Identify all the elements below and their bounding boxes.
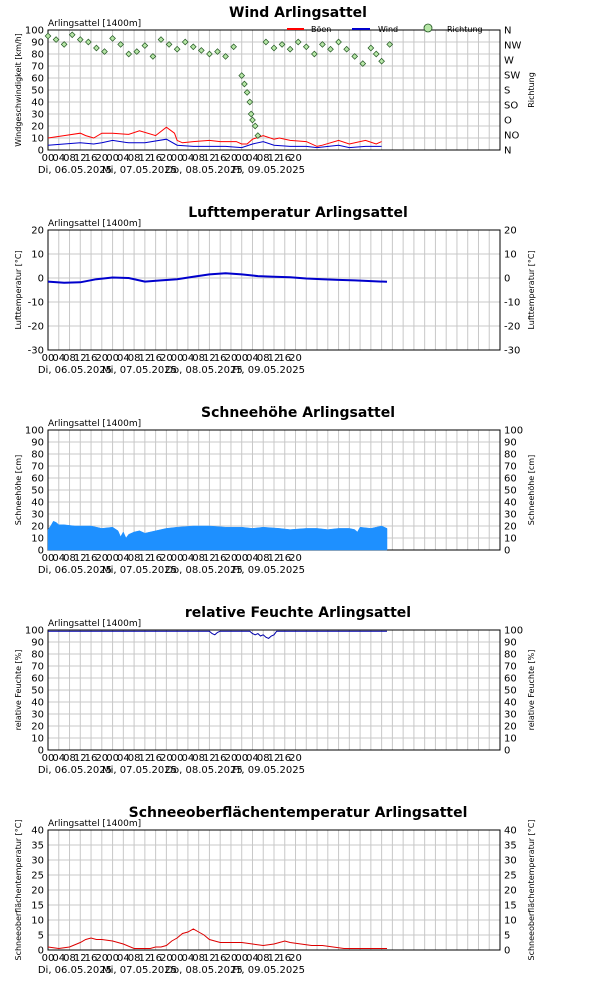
x-tick-label: 12 (138, 153, 152, 164)
x-tick-label: 00 (170, 353, 184, 364)
x-tick-label: 16 (213, 553, 227, 564)
x-tick-label: 16 (149, 953, 162, 964)
chart-surface (14, 805, 536, 976)
direction-point (110, 36, 116, 42)
x-day-label: Di, 06.05.2025 (37, 365, 112, 376)
x-tick-label: 20 (289, 953, 302, 964)
series-humidity-line (48, 631, 387, 638)
y-tick-label: 60 (31, 473, 44, 485)
legend-label-direction: Richtung (447, 25, 483, 34)
legend-label-wind: Wind (378, 25, 399, 34)
y-tick-label: 50 (31, 85, 44, 97)
x-tick-label: 08 (256, 753, 270, 764)
y-tick-label-right: 50 (504, 485, 517, 497)
y-tick-label-right: 0 (504, 745, 511, 757)
direction-point (344, 46, 350, 52)
y-axis-title: Lufttemperatur [°C] (14, 250, 23, 330)
y-tick-label-right: 80 (504, 449, 517, 461)
x-tick-label: 12 (203, 753, 216, 764)
y-tick-label-right: O (504, 115, 512, 127)
chart-title: Wind Arlingsattel (229, 5, 367, 21)
direction-point (373, 51, 379, 57)
y-tick-label: 90 (31, 37, 44, 49)
y-tick-label-right: 20 (504, 721, 517, 733)
y-tick-label: 0 (37, 145, 44, 157)
y-tick-label: 15 (31, 900, 44, 912)
x-tick-label: 12 (203, 953, 216, 964)
y-tick-label: 40 (31, 97, 44, 109)
direction-point (94, 45, 100, 51)
y-tick-label-right: 40 (504, 825, 517, 837)
x-tick-label: 04 (246, 553, 259, 564)
y-tick-label-right: 25 (504, 870, 517, 882)
x-tick-label: 20 (160, 753, 173, 764)
x-tick-label: 04 (52, 353, 66, 364)
x-tick-label: 20 (160, 953, 173, 964)
y-tick-label: 90 (31, 637, 44, 649)
y-tick-label: 0 (37, 273, 44, 285)
y-axis-title-right: relative Feuchte [%] (527, 649, 536, 731)
x-tick-label: 08 (256, 553, 270, 564)
x-day-label: Fr, 09.05.2025 (232, 965, 305, 976)
direction-point (126, 51, 132, 57)
x-tick-label: 04 (52, 553, 66, 564)
y-tick-label-right: 5 (504, 930, 511, 942)
y-axis-title: Windgeschwindigkeit [km/h] (14, 33, 23, 147)
direction-point (312, 51, 318, 57)
y-tick-label-right: 80 (504, 649, 517, 661)
x-day-label: Fr, 09.05.2025 (232, 765, 305, 776)
x-tick-label: 20 (95, 353, 109, 364)
y-tick-label-right: 0 (504, 545, 511, 557)
x-tick-label: 00 (41, 153, 55, 164)
direction-point (142, 43, 148, 49)
x-day-label: Fr, 09.05.2025 (232, 165, 305, 176)
y-tick-label-right: 20 (504, 521, 517, 533)
x-day-label: Di, 06.05.2025 (37, 765, 112, 776)
chart-snow (14, 405, 536, 576)
x-tick-label: 12 (73, 953, 87, 964)
x-tick-label: 00 (106, 553, 119, 564)
y-tick-label: 50 (31, 485, 44, 497)
y-tick-label: 100 (24, 625, 44, 637)
station-label: Arlingsattel [1400m] (48, 819, 142, 829)
x-tick-label: 20 (95, 753, 109, 764)
x-tick-label: 00 (106, 953, 119, 964)
x-day-label: Mi, 07.05.2025 (101, 365, 177, 376)
x-tick-label: 00 (106, 153, 119, 164)
x-tick-label: 08 (192, 753, 206, 764)
x-tick-label: 00 (170, 553, 184, 564)
y-tick-label: 70 (31, 61, 44, 73)
chart-title: Lufttemperatur Arlingsattel (188, 205, 408, 221)
x-day-label: Mi, 07.05.2025 (101, 965, 177, 976)
y-tick-label-right: 0 (504, 273, 511, 285)
y-tick-label-right: 40 (504, 497, 517, 509)
y-tick-label-right: 60 (504, 473, 517, 485)
y-tick-label: 35 (31, 840, 44, 852)
x-tick-label: 00 (41, 953, 55, 964)
x-tick-label: 20 (289, 553, 302, 564)
x-tick-label: 00 (106, 353, 119, 364)
x-tick-label: 04 (181, 953, 195, 964)
x-tick-label: 12 (267, 153, 281, 164)
direction-point (287, 46, 293, 52)
x-tick-label: 00 (170, 153, 184, 164)
y-tick-label-right: 60 (504, 673, 517, 685)
y-tick-label-right: N (504, 25, 512, 37)
y-tick-label-right: -30 (504, 345, 521, 357)
x-day-label: Di, 06.05.2025 (37, 965, 112, 976)
direction-point (263, 39, 269, 45)
x-tick-label: 08 (127, 753, 141, 764)
direction-point (250, 117, 256, 123)
direction-point (295, 39, 301, 45)
x-tick-label: 08 (63, 953, 76, 964)
x-tick-label: 16 (213, 153, 227, 164)
x-tick-label: 08 (63, 753, 76, 764)
y-tick-label-right: 10 (504, 733, 517, 745)
y-tick-label: 80 (31, 449, 44, 461)
y-tick-label-right: 10 (504, 915, 517, 927)
x-day-label: Fr, 09.05.2025 (232, 365, 305, 376)
y-tick-label-right: S (504, 85, 511, 97)
y-tick-label-right: NO (504, 130, 520, 142)
chart-title: Schneehöhe Arlingsattel (200, 405, 396, 421)
x-day-label: Do, 08.05.2025 (165, 965, 243, 976)
x-tick-label: 04 (181, 753, 195, 764)
y-tick-label-right: 20 (504, 885, 517, 897)
y-tick-label: 20 (31, 521, 44, 533)
y-tick-label-right: -20 (504, 321, 521, 333)
x-tick-label: 04 (116, 353, 130, 364)
x-tick-label: 16 (84, 553, 98, 564)
y-tick-label: 40 (31, 697, 44, 709)
y-tick-label-right: 30 (504, 709, 517, 721)
y-tick-label-right: SO (504, 100, 519, 112)
y-tick-label: 60 (31, 673, 44, 685)
x-tick-label: 12 (203, 153, 216, 164)
direction-point (174, 46, 180, 52)
y-tick-label-right: 90 (504, 437, 517, 449)
y-tick-label: 70 (31, 661, 44, 673)
x-day-label: Mi, 07.05.2025 (101, 165, 177, 176)
y-tick-label-right: 40 (504, 697, 517, 709)
y-tick-label: 40 (31, 825, 44, 837)
y-tick-label: 30 (31, 109, 44, 121)
y-tick-label: 20 (31, 225, 44, 237)
y-tick-label-right: 10 (504, 533, 517, 545)
direction-point (207, 51, 213, 57)
x-tick-label: 04 (246, 953, 259, 964)
x-tick-label: 12 (267, 353, 281, 364)
x-tick-label: 04 (181, 153, 195, 164)
x-tick-label: 08 (63, 353, 76, 364)
x-tick-label: 20 (289, 353, 302, 364)
x-tick-label: 20 (95, 553, 109, 564)
direction-point (86, 39, 92, 45)
x-day-label: Mi, 07.05.2025 (101, 765, 177, 776)
x-tick-label: 20 (224, 153, 238, 164)
x-tick-label: 08 (63, 153, 76, 164)
y-tick-label: 20 (31, 885, 44, 897)
x-tick-label: 08 (127, 153, 141, 164)
x-tick-label: 00 (170, 753, 184, 764)
y-tick-label-right: 15 (504, 900, 517, 912)
x-tick-label: 12 (138, 753, 152, 764)
x-tick-label: 16 (84, 953, 98, 964)
x-tick-label: 20 (289, 753, 302, 764)
x-tick-label: 04 (246, 753, 259, 764)
x-tick-label: 16 (149, 153, 162, 164)
x-tick-label: 00 (235, 353, 249, 364)
y-tick-label: 0 (37, 945, 44, 957)
x-tick-label: 20 (224, 753, 238, 764)
x-tick-label: 00 (41, 353, 55, 364)
y-axis-title: Schneehöhe [cm] (14, 454, 23, 526)
x-tick-label: 16 (278, 353, 292, 364)
x-tick-label: 08 (127, 953, 141, 964)
y-tick-label-right: N (504, 145, 512, 157)
direction-point (199, 48, 205, 54)
y-tick-label: 90 (31, 437, 44, 449)
y-tick-label: -10 (27, 297, 44, 309)
x-day-label: Do, 08.05.2025 (165, 365, 243, 376)
x-tick-label: 16 (278, 953, 292, 964)
x-tick-label: 20 (95, 153, 109, 164)
y-tick-label: 30 (31, 855, 44, 867)
x-tick-label: 08 (192, 353, 206, 364)
y-tick-label-right: 30 (504, 509, 517, 521)
direction-point (190, 44, 196, 50)
y-axis-title-right: Schneehöhe [cm] (527, 454, 536, 526)
y-tick-label: 20 (31, 721, 44, 733)
y-tick-label: 60 (31, 73, 44, 85)
chart-temp (14, 205, 536, 376)
y-tick-label-right: 30 (504, 855, 517, 867)
y-tick-label-right: 90 (504, 637, 517, 649)
x-tick-label: 08 (127, 553, 141, 564)
y-tick-label-right: 0 (504, 945, 511, 957)
direction-point (379, 58, 385, 64)
x-tick-label: 12 (203, 553, 216, 564)
x-tick-label: 00 (235, 953, 249, 964)
x-tick-label: 08 (192, 153, 206, 164)
x-tick-label: 04 (246, 353, 259, 364)
x-tick-label: 20 (95, 953, 109, 964)
x-day-label: Do, 08.05.2025 (165, 165, 243, 176)
y-tick-label: 10 (31, 733, 44, 745)
y-tick-label: 30 (31, 509, 44, 521)
station-label: Arlingsattel [1400m] (48, 619, 142, 629)
station-label: Arlingsattel [1400m] (48, 219, 142, 229)
x-tick-label: 04 (52, 753, 66, 764)
x-tick-label: 16 (149, 753, 162, 764)
x-tick-label: 04 (181, 553, 195, 564)
x-day-label: Di, 06.05.2025 (37, 565, 112, 576)
x-tick-label: 12 (138, 553, 152, 564)
x-tick-label: 16 (149, 553, 162, 564)
x-day-label: Fr, 09.05.2025 (232, 565, 305, 576)
x-day-label: Di, 06.05.2025 (37, 165, 112, 176)
x-tick-label: 16 (84, 353, 98, 364)
x-tick-label: 20 (160, 353, 173, 364)
x-tick-label: 08 (256, 153, 270, 164)
y-axis-title-right: Lufttemperatur [°C] (527, 250, 536, 330)
x-day-label: Do, 08.05.2025 (165, 765, 243, 776)
y-tick-label-right: -10 (504, 297, 521, 309)
y-tick-label: 0 (37, 545, 44, 557)
direction-point (303, 44, 309, 50)
x-tick-label: 12 (138, 353, 152, 364)
station-label: Arlingsattel [1400m] (48, 419, 142, 429)
x-tick-label: 20 (289, 153, 302, 164)
y-tick-label-right: 10 (504, 249, 517, 261)
x-tick-label: 04 (116, 753, 130, 764)
y-tick-label: 70 (31, 461, 44, 473)
x-tick-label: 16 (213, 353, 227, 364)
y-tick-label: 10 (31, 915, 44, 927)
x-tick-label: 16 (278, 753, 292, 764)
legend-label-gusts: Böen (311, 25, 332, 34)
x-tick-label: 12 (73, 553, 87, 564)
x-tick-label: 12 (73, 753, 87, 764)
y-axis-title: relative Feuchte [%] (14, 649, 23, 731)
x-tick-label: 00 (106, 753, 119, 764)
legend-swatch-direction (424, 24, 432, 32)
y-tick-label-right: NW (504, 40, 522, 52)
x-tick-label: 08 (256, 953, 270, 964)
y-tick-label: 5 (37, 930, 44, 942)
y-tick-label: 25 (31, 870, 44, 882)
y-tick-label-right: 70 (504, 661, 517, 673)
x-tick-label: 08 (192, 953, 206, 964)
x-tick-label: 20 (224, 553, 238, 564)
x-tick-label: 16 (149, 353, 162, 364)
x-tick-label: 12 (138, 953, 152, 964)
y-tick-label: 0 (37, 745, 44, 757)
x-tick-label: 12 (73, 353, 87, 364)
y-tick-label: 30 (31, 709, 44, 721)
x-tick-label: 04 (181, 353, 195, 364)
x-tick-label: 00 (41, 553, 55, 564)
station-label: Arlingsattel [1400m] (48, 19, 142, 29)
y-tick-label-right: 100 (504, 625, 524, 637)
x-tick-label: 04 (116, 953, 130, 964)
y-tick-label: 50 (31, 685, 44, 697)
x-tick-label: 04 (246, 153, 259, 164)
x-tick-label: 04 (52, 953, 66, 964)
y-tick-label-right: 70 (504, 461, 517, 473)
x-tick-label: 08 (192, 553, 206, 564)
x-tick-label: 08 (256, 353, 270, 364)
direction-point (248, 111, 254, 117)
y-tick-label: -20 (27, 321, 44, 333)
x-day-label: Mi, 07.05.2025 (101, 565, 177, 576)
x-tick-label: 20 (160, 553, 173, 564)
direction-point (328, 46, 334, 52)
direction-point (252, 123, 258, 129)
x-tick-label: 16 (278, 553, 292, 564)
x-tick-label: 12 (267, 953, 281, 964)
y-axis-title-right: Richtung (527, 72, 536, 108)
y-tick-label: 10 (31, 133, 44, 145)
x-tick-label: 12 (267, 753, 281, 764)
direction-point (271, 45, 277, 51)
y-tick-label: 20 (31, 121, 44, 133)
x-tick-label: 08 (127, 353, 141, 364)
x-tick-label: 04 (116, 553, 130, 564)
direction-point (45, 33, 51, 39)
x-tick-label: 12 (203, 353, 216, 364)
x-tick-label: 20 (224, 953, 238, 964)
direction-point (368, 45, 374, 51)
direction-point (247, 99, 253, 105)
x-tick-label: 00 (170, 953, 184, 964)
x-day-label: Do, 08.05.2025 (165, 565, 243, 576)
y-tick-label: -30 (27, 345, 44, 357)
chart-title: relative Feuchte Arlingsattel (184, 605, 412, 621)
x-tick-label: 20 (160, 153, 173, 164)
x-tick-label: 00 (235, 153, 249, 164)
y-axis-title-right: Schneeoberflächentemperatur [°C] (527, 819, 536, 961)
direction-point (182, 39, 188, 45)
x-tick-label: 04 (52, 153, 66, 164)
series-wind-line (48, 139, 382, 147)
x-tick-label: 00 (41, 753, 55, 764)
x-tick-label: 20 (224, 353, 238, 364)
x-tick-label: 16 (213, 953, 227, 964)
direction-point (336, 39, 342, 45)
y-tick-label: 10 (31, 533, 44, 545)
direction-point (231, 44, 237, 50)
y-tick-label-right: 50 (504, 685, 517, 697)
y-tick-label-right: 35 (504, 840, 517, 852)
x-tick-label: 12 (73, 153, 87, 164)
x-tick-label: 04 (116, 153, 130, 164)
y-tick-label-right: 100 (504, 425, 524, 437)
x-tick-label: 16 (213, 753, 227, 764)
y-tick-label-right: SW (504, 70, 521, 82)
x-tick-label: 16 (84, 153, 98, 164)
y-axis-title: Schneeoberflächentemperatur [°C] (14, 819, 23, 961)
y-tick-label: 10 (31, 249, 44, 261)
series-surface-temp-line (48, 929, 387, 949)
y-tick-label: 80 (31, 649, 44, 661)
y-tick-label: 40 (31, 497, 44, 509)
y-tick-label: 100 (24, 25, 44, 37)
y-tick-label-right: W (504, 55, 514, 67)
chart-humidity (14, 605, 536, 776)
x-tick-label: 16 (278, 153, 292, 164)
y-tick-label: 80 (31, 49, 44, 61)
chart-wind (14, 5, 536, 176)
y-tick-label: 100 (24, 425, 44, 437)
x-tick-label: 16 (84, 753, 98, 764)
x-tick-label: 00 (235, 553, 249, 564)
y-tick-label-right: 20 (504, 225, 517, 237)
chart-title: Schneeoberflächentemperatur Arlingsattel (128, 805, 468, 821)
x-tick-label: 12 (267, 553, 281, 564)
x-tick-label: 00 (235, 753, 249, 764)
direction-point (69, 32, 75, 38)
direction-point (242, 81, 248, 87)
x-tick-label: 08 (63, 553, 76, 564)
